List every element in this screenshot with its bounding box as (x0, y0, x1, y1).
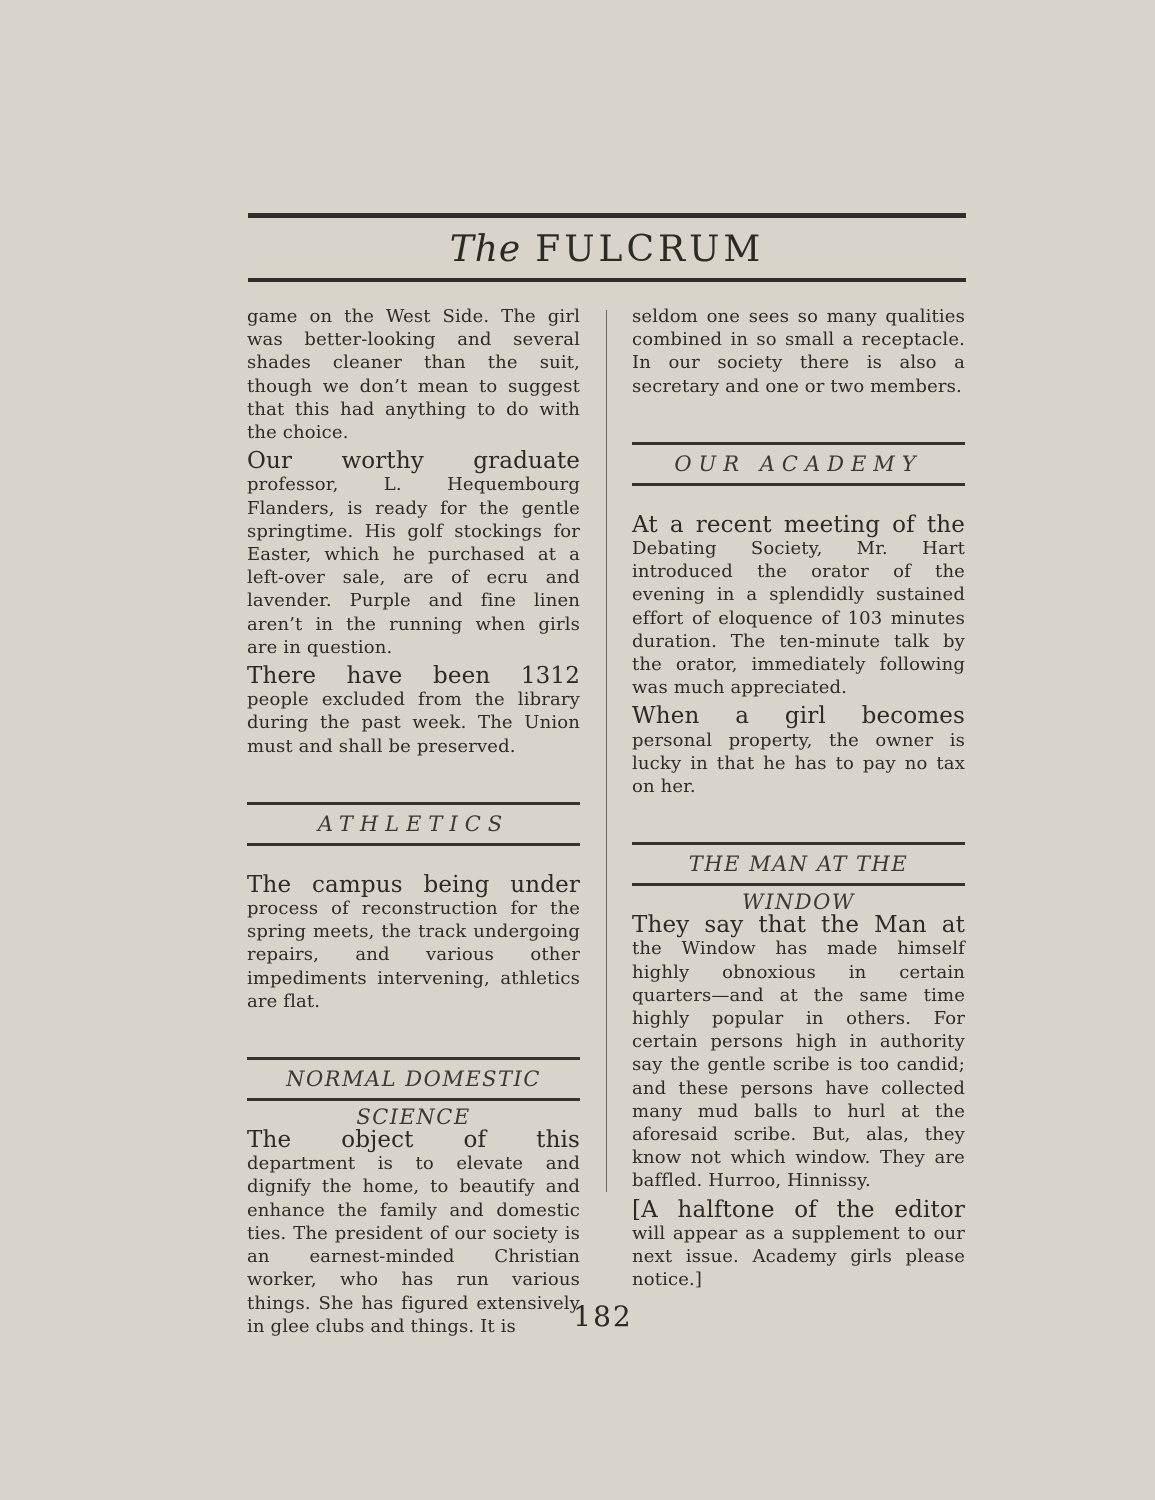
athletics-section (247, 802, 580, 1013)
paragraph: At a recent meeting of the Debating Society, Mr. Hart introduced the orator of the evening in a splendidly sustained effort of eloquence of 103 minutes duration. The ten-minute talk by the orator, immediately following was much appreciated. (632, 511, 965, 699)
paragraph: Our worthy graduate professor, L. Hequembourg Flanders, is ready for the gentle springtime. His golf stockings for Easter, which he purchased at a left-over sale, are of ecru and lavender. Purple and fine linen aren’t in the running when girls are in question. (247, 448, 580, 658)
masthead-top-rule (248, 213, 966, 218)
section-heading: OUR ACADEMY (632, 442, 965, 486)
right-column (632, 305, 965, 1292)
section-heading: NORMAL DOMESTIC SCIENCE (247, 1057, 580, 1101)
paragraph: The object of this department is to elevate and dignify the home, to beautify and enhance the family and domestic ties. The president of our society is an earnest-minded Christian worker, who has run various things. She has figured extensively in glee clubs and things. It is (247, 1127, 580, 1337)
paragraph: They say that the Man at the Window has made himself highly obnoxious in certain quarters—and at the same time highly popular in others. For certain persons high in authority say the gentle scribe is too candid; and these persons have collected many mud balls to hurl at the aforesaid scribe. But, alas, they know not which window. They are baffled. Hurroo, Hinnissy. (632, 912, 965, 1192)
column-divider (606, 310, 607, 1192)
left-column (247, 305, 580, 1338)
section-heading: ATHLETICS (247, 802, 580, 846)
domestic-science-section (247, 1057, 580, 1338)
page-number: 182 (573, 1300, 633, 1333)
masthead-bottom-rule (248, 278, 966, 282)
paragraph: There have been 1312 people excluded from the library during the past week. The Union must and shall be preserved. (247, 663, 580, 757)
masthead (248, 226, 966, 274)
paragraph: seldom one sees so many qualities combined in so small a receptacle. In our society there is also a secretary and one or two members. (632, 306, 965, 397)
academy-section (632, 442, 965, 798)
masthead-title: FULCRUM (535, 229, 765, 270)
masthead-the: The (449, 229, 522, 270)
paragraph: game on the West Side. The girl was better-looking and several shades cleaner than the suit, though we don’t mean to suggest that this had anything to do with the choice. (247, 306, 580, 444)
section-heading: THE MAN AT THE WINDOW (632, 842, 965, 886)
paragraph: When a girl becomes personal property, the owner is lucky in that he has to pay no tax on her. (632, 703, 965, 798)
paragraph: The campus being under process of reconstruction for the spring meets, the track undergoing repairs, and various other impediments intervening, athletics are flat. (247, 871, 580, 1012)
paragraph: [A halftone of the editor will appear as a supplement to our next issue. Academy girls please notice.] (632, 1196, 965, 1291)
window-section (632, 842, 965, 1291)
